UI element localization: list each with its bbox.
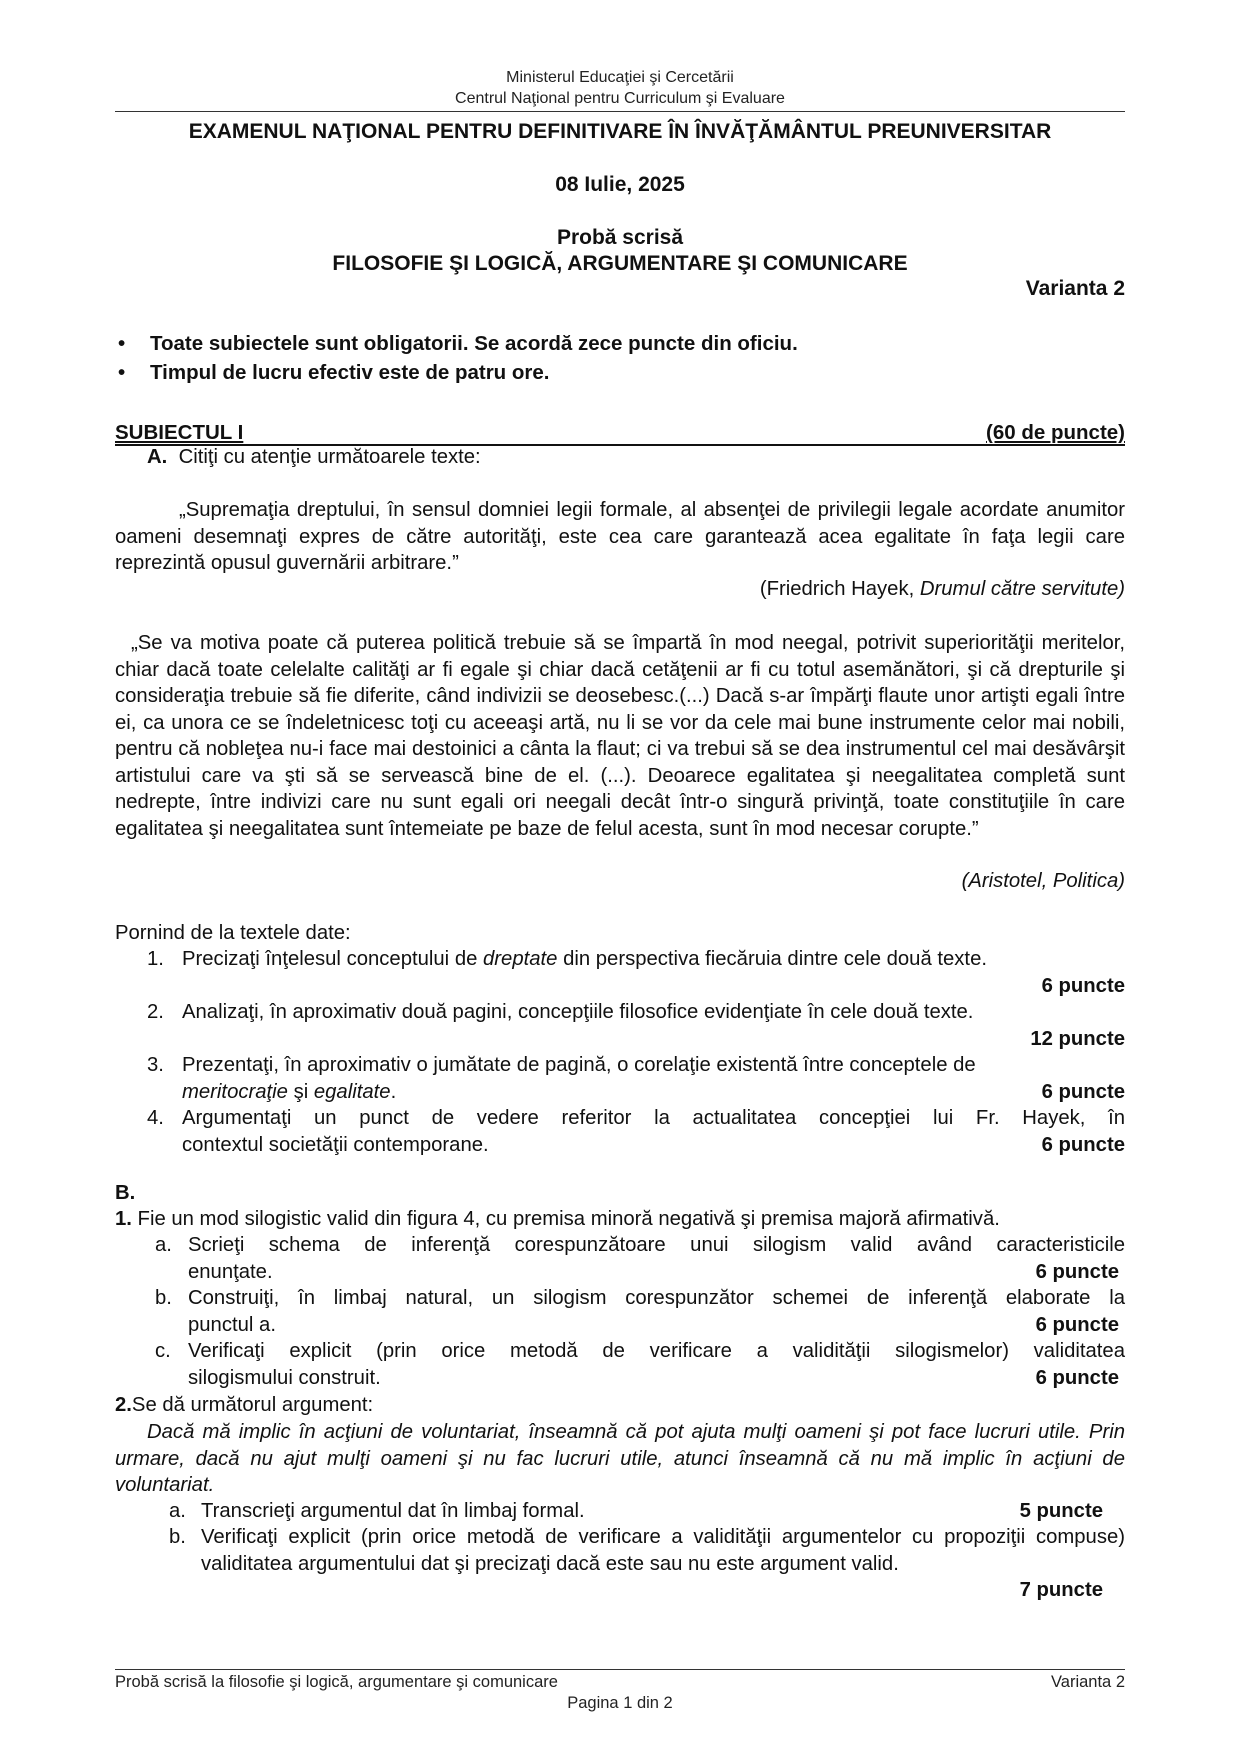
text2-source: (Aristotel, Politica): [961, 870, 1125, 892]
part-b-q1-b: b. Construiţi, în limbaj natural, un silogism corespunzător schemei de inferenţă elaborate la punctul a. 6 puncte: [115, 1285, 1125, 1338]
question-points: 6 puncte: [1035, 1313, 1119, 1336]
footer: [115, 1672, 1125, 1693]
question-points: 6 puncte: [1035, 1260, 1119, 1283]
footer-rule: [115, 1669, 1125, 1670]
text1-quote: „Supremaţia dreptului, în sensul domniei legii formale, al absenţei de privilegii legale acordate anumitor oameni desemnaţi expres de către autorităţi, este cea care garantează acea egalitate în faţa legii care reprezintă opusul guvernării arbitrare.”: [115, 499, 1125, 574]
question-points: 6 puncte: [1041, 974, 1125, 997]
part-b-q1-c: c. Verificaţi explicit (prin orice metodă de verificare a validităţii silogismelor) validitatea silogismului construit. 6 puncte: [115, 1338, 1125, 1391]
argument-text: Dacă mă implic în acţiuni de voluntariat, înseamnă că pot ajuta mulţi oameni şi pot face lucruri utile. Prin urmare, dacă nu ajut mulţi oameni şi nu fac lucruri utile, atunci înseamnă că nu mă implic în acţiuni de voluntariat.: [115, 1421, 1125, 1496]
exam-subject: FILOSOFIE ŞI LOGICĂ, ARGUMENTARE ŞI COMUNICARE: [332, 252, 908, 275]
question-1: 1. Precizaţi înţelesul conceptului de dreptate din perspectiva fiecăruia dintre cele două texte. 6 puncte: [115, 946, 1125, 999]
subject-points: (60 de puncte): [986, 421, 1125, 444]
part-b-q1-a: a. Scrieţi schema de inferenţă corespunzătoare unui silogism valid având caracteristicile enunţate. 6 puncte: [115, 1232, 1125, 1285]
footer-variant: Varianta 2: [1051, 1673, 1125, 1691]
ministry-name: Ministerul Educaţiei şi Cercetării: [506, 69, 734, 86]
question-2: 2. Analizaţi, în aproximativ două pagini, concepţiile filosofice evidenţiate în cele două texte. 12 puncte: [115, 999, 1125, 1052]
footer-title: Probă scrisă la filosofie şi logică, argumentare şi comunicare: [115, 1673, 558, 1691]
exam-date: 08 Iulie, 2025: [555, 173, 685, 196]
variant-label: Varianta 2: [1025, 277, 1125, 300]
subject-title: SUBIECTUL I: [115, 421, 244, 444]
question-points: 6 puncte: [1041, 1080, 1125, 1103]
instruction-item: • Toate subiectele sunt obligatorii. Se acordă zece puncte din oficiu.: [115, 329, 1125, 358]
part-a-label: A.: [147, 446, 168, 468]
question-points: 5 puncte: [1019, 1500, 1103, 1522]
question-points: 6 puncte: [1035, 1366, 1119, 1389]
header-rule: [115, 111, 1125, 112]
question-points: 7 puncte: [1019, 1579, 1103, 1601]
part-b-label: B.: [115, 1182, 136, 1204]
question-3: 3. Prezentaţi, în aproximativ o jumătate de pagină, o corelaţie existentă între conceptele de meritocraţie şi egalitate. 6 puncte: [115, 1052, 1125, 1105]
part-b-q2-a: a. Transcrieţi argumentul dat în limbaj formal. 5 puncte: [115, 1498, 1125, 1525]
bullet-icon: •: [118, 361, 126, 384]
exam-title: EXAMENUL NAŢIONAL PENTRU DEFINITIVARE ÎN ÎNVĂŢĂMÂNTUL PREUNIVERSITAR: [188, 120, 1052, 143]
part-a-intro: A. Citiţi cu atenţie următoarele texte:: [147, 446, 481, 468]
instruction-item: • Timpul de lucru efectiv este de patru ore.: [115, 358, 1125, 387]
text1-source: (Friedrich Hayek, Drumul către servitute): [759, 578, 1125, 600]
bullet-icon: •: [118, 332, 126, 355]
questions-lead: Pornind de la textele date:: [115, 922, 351, 944]
question-points: 12 puncte: [1030, 1027, 1125, 1050]
question-points: 6 puncte: [1041, 1133, 1125, 1156]
part-b-q2: 2.Se dă următorul argument:: [115, 1394, 374, 1416]
center-name: Centrul Naţional pentru Curriculum şi Evaluare: [455, 90, 785, 107]
instructions-list: [115, 329, 1125, 387]
text2-quote: „Se va motiva poate că puterea politică trebuie să se împartă în mod neegal, potrivit superiorităţii meritelor, chiar dacă toate celelalte calităţi ar fi egale şi chiar dacă cetăţenii ar fi cu totul asemănători, şi că drepturile şi consideraţia trebuie să fie diferite, când indivizii se deosebesc.(...) Dacă s-ar împărţi flaute unor artişti egali între ei, ca unora ce se îndeletnicesc toţi cu aceeaşi artă, nu li se vor da cele mai bune instrumente celor mai nobili, pentru că nobleţea nu-i face mai destoinici a cânta la flaut; ci va trebui să se dea instrumentul cel mai desăvârşit artistului care va şti să se servească bine de el. (...). Deoarece egalitatea şi neegalitatea completă sunt nedrepte, între indivizi care nu sunt egali ori neegali decât într-o singură privinţă, toate constituţiile în care egalitatea şi neegalitatea sunt întemeiate pe baze de felul acesta, sunt în mod necesar corupte.”: [115, 632, 1125, 840]
page-number: Pagina 1 din 2: [567, 1694, 673, 1712]
part-b-q1: 1. Fie un mod silogistic valid din figura 4, cu premisa minoră negativă şi premisa majoră afirmativă.: [115, 1208, 1000, 1230]
test-type: Probă scrisă: [556, 226, 684, 249]
part-b-q2-b: b. Verificaţi explicit (prin orice metodă de verificare a validităţii argumentelor cu propoziţii compuse) validitatea argumentului dat şi precizaţi dacă este sau nu este argument valid. 7 puncte: [115, 1524, 1125, 1604]
question-4: 4. Argumentaţi un punct de vedere referitor la actualitatea concepţiei lui Fr. Hayek, în contextul societăţii contemporane. 6 puncte: [115, 1105, 1125, 1158]
subject-heading: [115, 421, 1125, 446]
